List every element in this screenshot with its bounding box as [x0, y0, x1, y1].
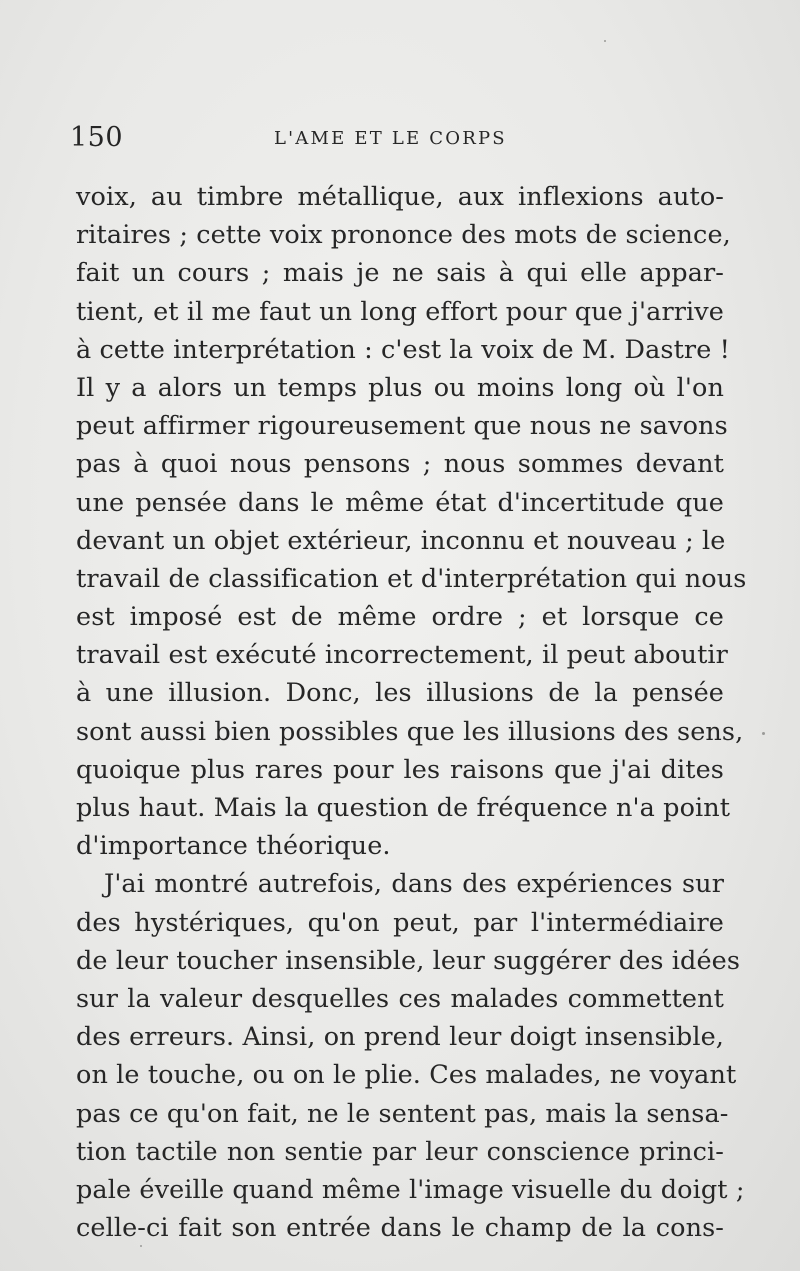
running-title: L'AME ET LE CORPS	[274, 128, 507, 149]
text-line: travail de classification et d'interprétation qui nous	[76, 563, 747, 594]
text-line: Il y a alors un temps plus ou moins long où l'on	[76, 372, 724, 403]
paper-speck	[762, 732, 765, 735]
text-line: sur la valeur desquelles ces malades commettent	[76, 983, 724, 1014]
text-line: travail est exécuté incorrectement, il peut aboutir	[76, 640, 728, 671]
text-line: plus haut. Mais la question de fréquence n'a point	[76, 793, 731, 823]
text-line: celle-ci fait son entrée dans le champ de la cons-	[76, 1213, 724, 1244]
text-line: à une illusion. Donc, les illusions de la pensée	[76, 678, 724, 709]
text-line: une pensée dans le même état d'incertitude que	[76, 487, 724, 518]
paper-speck	[140, 1245, 142, 1247]
text-line: peut affirmer rigoureusement que nous ne savons	[76, 411, 728, 442]
text-line: tient, et il me faut un long effort pour que j'arrive	[76, 296, 724, 327]
text-line: tion tactile non sentie par leur conscience princi-	[76, 1136, 724, 1167]
text-line: ritaires ; cette voix prononce des mots de science,	[76, 220, 731, 251]
paper-speck	[604, 40, 606, 42]
text-line: des hystériques, qu'on peut, par l'intermédiaire	[76, 907, 724, 938]
text-line: devant un objet extérieur, inconnu et nouveau ; le	[76, 525, 726, 556]
body-text	[76, 178, 747, 1247]
text-line: des erreurs. Ainsi, on prend leur doigt insensible,	[76, 1022, 724, 1053]
text-line: d'importance théorique.	[76, 831, 391, 862]
text-line: pas ce qu'on fait, ne le sentent pas, mais la sensa-	[76, 1098, 729, 1129]
text-line: quoique plus rares pour les raisons que j'ai dites	[76, 754, 724, 785]
text-line: de leur toucher insensible, leur suggérer des idées	[76, 945, 741, 976]
text-line: on le touche, ou on le plie. Ces malades, ne voyant	[76, 1060, 737, 1091]
text-line: pale éveille quand même l'image visuelle du doigt ;	[76, 1174, 745, 1205]
text-line: fait un cours ; mais je ne sais à qui elle appar-	[76, 258, 724, 289]
paragraph-1	[76, 178, 747, 865]
text-line: à cette interprétation : c'est la voix de M. Dastre !	[76, 334, 730, 365]
text-line: est imposé est de même ordre ; et lorsque ce	[76, 602, 724, 633]
text-line: voix, au timbre métallique, aux inflexions auto-	[76, 182, 724, 212]
text-line: sont aussi bien possibles que les illusions des sens,	[76, 716, 744, 747]
page-number: 150	[70, 122, 124, 153]
paragraph-2	[76, 865, 745, 1247]
text-line: pas à quoi nous pensons ; nous sommes devant	[76, 449, 724, 480]
text-line: J'ai montré autrefois, dans des expériences sur	[104, 869, 724, 900]
page-header	[70, 118, 730, 158]
